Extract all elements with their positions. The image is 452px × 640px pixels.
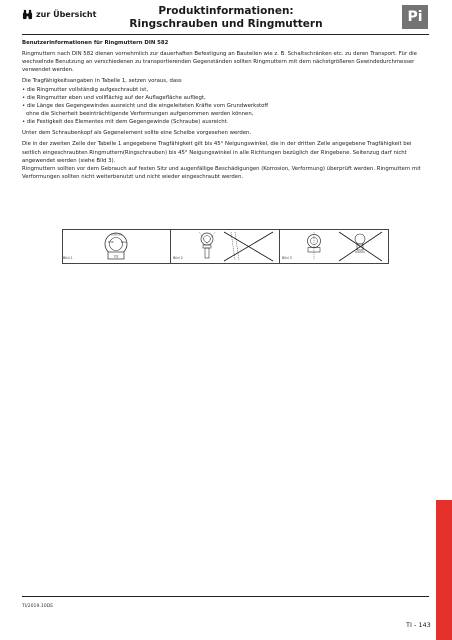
figure-1 (62, 229, 171, 264)
figure-3 (279, 229, 389, 264)
list-item-continuation: ohne die Sicherheit beeinträchtigende Verformungen aufgenommen werden können, (26, 111, 254, 118)
paragraph-load-capacity: Die in der zweiten Zeile der Tabelle 1 angegebene Tragfähigkeit gilt bis 45° Neigungswinkel, die in der dritten Zeile angegebene Tragfähigkeit bei seitlich eingeschraubten Ringmuttern(Ringschrauben) bis 45° Neigungswinkel in alle Richtungen bezüglich der Ringebene. Seitenzug darf nicht angewendet werden (siehe Bild 3). (22, 141, 412, 164)
document-id: TI/2019.10DE (22, 604, 54, 609)
side-accent-bar (436, 500, 452, 640)
pi-badge: Pi (402, 5, 428, 29)
overview-link-label[interactable]: zur Übersicht (36, 10, 97, 19)
ring-nut-illustration (63, 230, 170, 263)
list-item: • die Ringmutter vollständig aufgeschraubt ist, (22, 86, 432, 94)
eye-bolt-inclined-illustration (171, 230, 279, 263)
section-subtitle: Benutzerinformationen für Ringmuttern DIN 582 (22, 40, 169, 46)
paragraph-conditions-intro: Die Tragfähigkeitsangaben in Tabelle 1, setzen voraus, dass (22, 78, 182, 85)
list-item (22, 102, 432, 118)
ring-marking-right: WLL (121, 241, 127, 244)
figure-3-caption: Bild 3 (282, 256, 292, 260)
paragraph-inspection: Ringmuttern sollten vor dem Gebrauch auf festen Sitz und augenfällige Beschädigungen (Korrosion, Verformung) überprüft werden. Ringmuttern mit Verformungen sollten nicht weiterbenutzt und nicht wieder eingeschraubt werden. (22, 166, 421, 181)
page-title-line1: Produktinformationen: (158, 5, 294, 17)
footer-divider (22, 596, 429, 597)
figure-2-caption: Bild 2 (173, 256, 183, 260)
page-number: TI - 143 (406, 621, 431, 629)
ring-marking-top: RUD DIN (111, 233, 123, 237)
ce-mark: CE (114, 254, 119, 259)
conditions-list (22, 86, 432, 127)
figure-1-caption: Bild 1 (63, 256, 73, 260)
ring-marking-left: M16 (108, 241, 114, 244)
page-title-line2: Ringschrauben und Ringmuttern (129, 18, 323, 30)
paragraph-washer: Unter dem Schraubenkopf als Gegenelement sollte eine Scheibe vorgesehen werden. (22, 130, 252, 137)
figure-2 (170, 229, 280, 264)
list-item: • die Festigkeit des Elementes mit dem Gegengewinde (Schraube) ausreicht. (22, 118, 432, 126)
main-content (22, 39, 432, 184)
header-divider (22, 34, 429, 35)
paragraph-intro: Ringmuttern nach DIN 582 dienen vornehmlich zur dauerhaften Befestigung an Bauteilen wie z. B. Schaltschränken etc. zu deren Transport. Für die wechselnde Benutzung an verschiedenen zu transportierenden Gegenständen sollten Ringmuttern mit dem nächstgrößeren Gewindedurchmesser verwendet werden. (22, 51, 417, 74)
eye-nut-side-pull-illustration (280, 230, 388, 263)
list-item-text: die Länge des Gegengewindes ausreicht und die eingeleiteten Kräfte vom Grundwerkstoff (26, 103, 269, 110)
list-item: • die Ringmutter eben und vollflächig auf der Auflagefläche aufliegt, (22, 94, 432, 102)
page-title (0, 5, 452, 31)
